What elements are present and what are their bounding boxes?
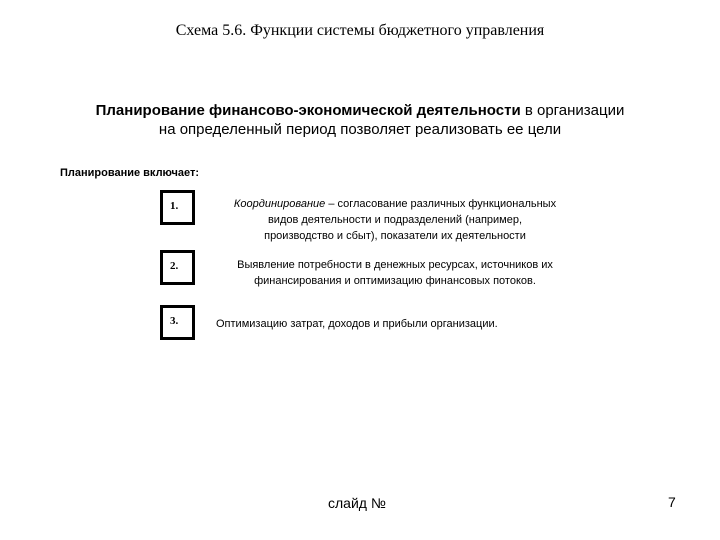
number-box-1 <box>160 190 195 225</box>
intro-text <box>20 101 700 139</box>
number-label-1: 1. <box>170 200 179 212</box>
number-box-2 <box>160 250 195 285</box>
item-3-description <box>216 316 498 332</box>
intro-line2: на определенный период позволяет реализовать ее цели <box>158 121 562 138</box>
item-2-description <box>214 257 576 289</box>
number-box-3 <box>160 305 195 340</box>
number-label-3: 3. <box>170 315 179 327</box>
page-number: 7 <box>668 494 676 510</box>
item-1-term: Координирование <box>233 198 326 210</box>
includes-label: Планирование включает: <box>60 167 200 179</box>
item-2-line1: Выявление потребности в денежных ресурсах, источников их <box>237 259 553 271</box>
item-3-line1: Оптимизацию затрат, доходов и прибыли организации. <box>216 318 498 330</box>
item-1-line1-rest: – согласование различных функциональных <box>325 198 557 210</box>
slide-number-label: слайд № <box>328 495 386 511</box>
item-1-line2: видов деятельности и подразделений (например, <box>267 214 523 226</box>
item-1-line3: производство и сбыт), показатели их деятельности <box>264 230 526 242</box>
intro-line1-rest: в организации <box>520 102 625 119</box>
intro-bold-text: Планирование финансово-экономической деятельности <box>95 102 521 119</box>
item-1-description <box>214 196 576 244</box>
number-label-2: 2. <box>170 260 179 272</box>
item-2-line2: финансирования и оптимизацию финансовых потоков. <box>254 275 536 287</box>
slide-title: Схема 5.6. Функции системы бюджетного управления <box>175 22 545 39</box>
